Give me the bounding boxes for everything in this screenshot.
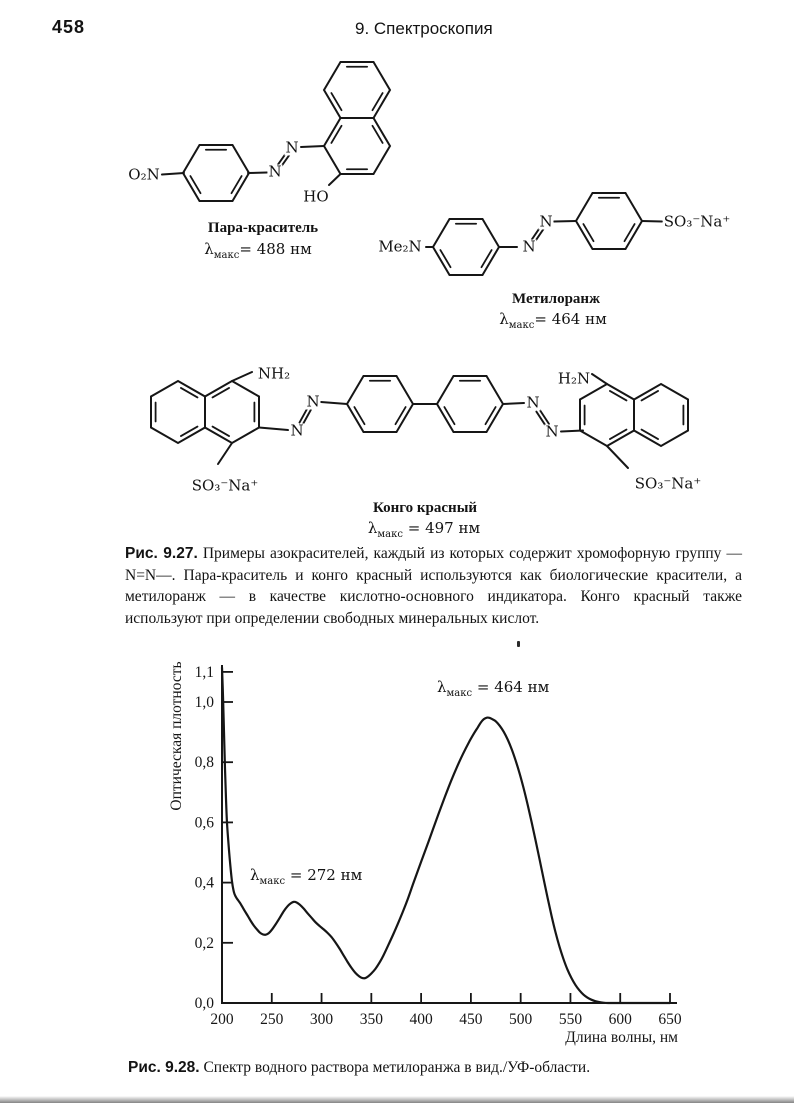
amino-group-label: H₂N	[557, 369, 591, 388]
figure-9-27-caption	[125, 543, 742, 629]
congo-red-name: Конго красный	[372, 500, 478, 516]
chart-ticks	[222, 672, 670, 1003]
figure-9-27-text: Примеры азокрасителей, каждый из которых содержит хромофорную группу —N=N—. Пара-краситель и конго красный используются как биологические красители, а метилоранж — в качестве кислотно-основного индикатора. Конго красный также используют при определении свободных минеральных кислот.	[125, 545, 743, 627]
methyl-orange-name: Метилоранж	[512, 291, 600, 307]
svg-text:500: 500	[509, 1011, 533, 1028]
hydroxyl-label: HO	[303, 187, 329, 206]
azo-nitrogen-label: N	[285, 138, 299, 157]
page-bottom-shadow	[0, 1096, 794, 1103]
congo-red-lambda: $\lambda_{макс} = 497$ нм	[367, 519, 481, 540]
x-axis-title: Длина волны, нм	[565, 1029, 678, 1046]
chart-tick-labels	[168, 661, 682, 1046]
svg-text:300: 300	[309, 1011, 334, 1028]
dimethylamino-label: Me₂N	[378, 237, 422, 256]
svg-text:0,0: 0,0	[194, 995, 214, 1012]
svg-text:350: 350	[359, 1011, 383, 1028]
chart-axes	[222, 666, 676, 1003]
svg-text:0,2: 0,2	[194, 934, 214, 952]
svg-text:400: 400	[409, 1011, 433, 1028]
svg-text:1,0: 1,0	[194, 694, 214, 711]
azo-nitrogen-label: N	[290, 421, 304, 440]
nitro-group-label: O₂N	[128, 165, 160, 184]
svg-text:1,1: 1,1	[194, 663, 214, 681]
amino-group-label: NH₂	[257, 364, 291, 383]
svg-text:650: 650	[658, 1011, 682, 1028]
svg-text:0,6: 0,6	[194, 814, 214, 832]
figure-9-27-label: Рис. 9.27.	[125, 545, 198, 562]
svg-text:200: 200	[210, 1011, 234, 1028]
svg-text:450: 450	[459, 1011, 483, 1028]
para-dye-name: Пара-краситель	[207, 220, 319, 236]
azo-nitrogen-label: N	[522, 237, 536, 256]
figure-9-28-label: Рис. 9.28.	[128, 1059, 200, 1076]
peak-annotation-464: $\lambda_{макс} = 464$ нм	[437, 678, 550, 699]
azo-nitrogen-label: N	[306, 392, 320, 411]
azo-nitrogen-label: N	[545, 422, 559, 441]
sulfonate-label: SO₃⁻Na⁺	[634, 474, 702, 493]
methyl-orange-lambda: $\lambda_{макс}= 464$ нм	[499, 310, 607, 331]
sulfonate-label: SO₃⁻Na⁺	[191, 476, 259, 495]
y-axis-title: Оптическая плотность	[168, 661, 185, 811]
svg-text:0,8: 0,8	[194, 754, 214, 772]
page-number: 458	[52, 17, 86, 37]
figure-9-28-caption	[128, 1057, 768, 1079]
peak-annotation-272: $\lambda_{макс} = 272$ нм	[250, 866, 363, 887]
sulfonate-label: SO₃⁻Na⁺	[663, 212, 731, 231]
para-dye-lambda: $\lambda_{макс}= 488$ нм	[204, 240, 312, 261]
svg-text:250: 250	[260, 1011, 284, 1028]
svg-text:600: 600	[608, 1011, 632, 1028]
structure-bonds	[151, 62, 688, 468]
figure-9-28-text: Спектр водного раствора метилоранжа в вид./УФ-области.	[203, 1059, 591, 1076]
azo-nitrogen-label: N	[526, 393, 540, 412]
spectrum-chart	[0, 650, 794, 1050]
azo-nitrogen-label: N	[268, 162, 282, 181]
chapter-header: 9. Спектроскопия	[355, 19, 493, 38]
svg-text:0,4: 0,4	[194, 874, 214, 892]
azo-nitrogen-label: N	[539, 212, 553, 231]
spectrum-curve	[222, 667, 670, 1003]
svg-text:550: 550	[558, 1011, 583, 1028]
ink-speck	[517, 641, 520, 647]
